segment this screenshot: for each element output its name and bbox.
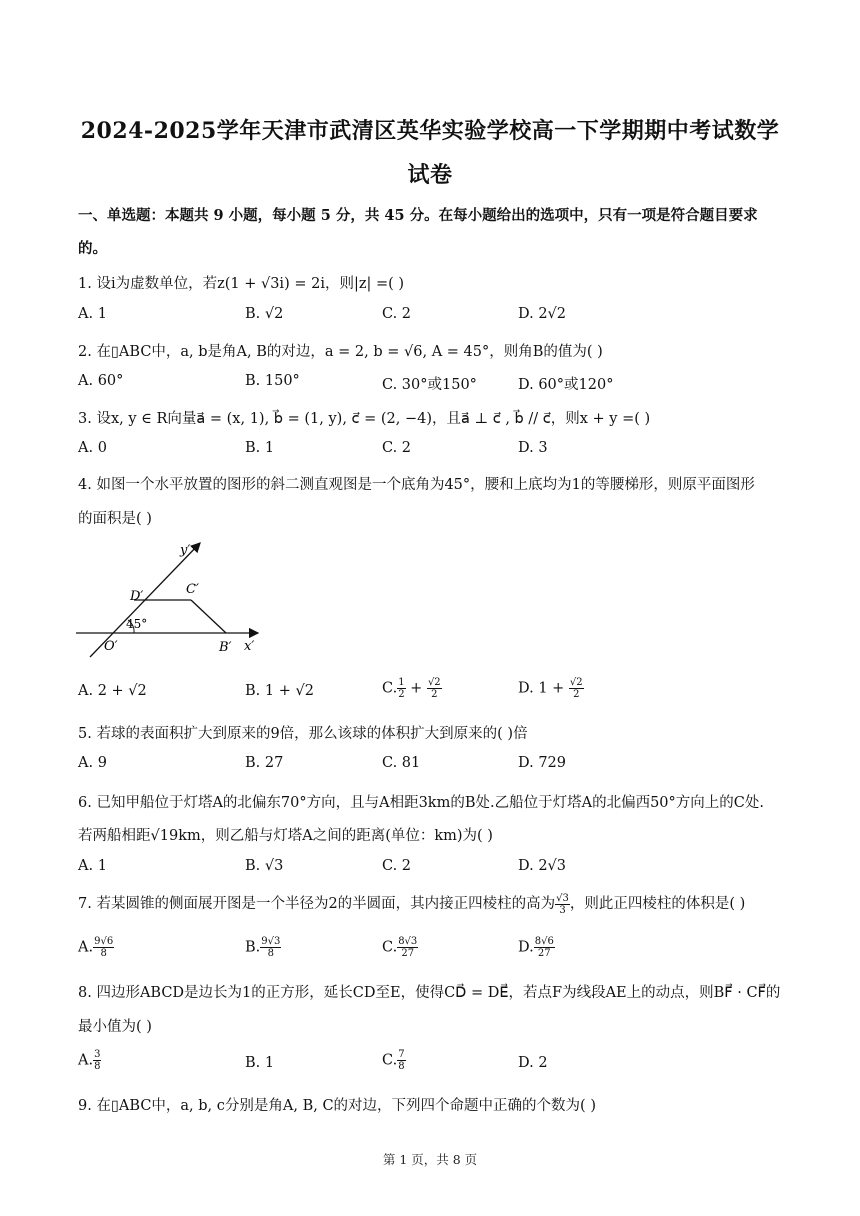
fraction bbox=[397, 1049, 405, 1072]
question-7-option-b bbox=[245, 936, 281, 959]
question-2-option-d: D. 60°或120° bbox=[518, 377, 614, 393]
fraction-denominator: 8 bbox=[267, 948, 274, 959]
fraction-numerator: 8√3 bbox=[398, 936, 418, 947]
question-4-option-a: A. 2 + √2 bbox=[78, 683, 147, 699]
option-prefix: B. bbox=[245, 939, 261, 956]
section-instruction-line-2: 的。 bbox=[78, 240, 107, 257]
question-8-stem-line-2: 最小值为( ) bbox=[78, 1019, 152, 1035]
fraction-numerator: 7 bbox=[398, 1049, 405, 1060]
question-6-stem-line-2: 若两船相距√19km，则乙船与灯塔A之间的距离(单位：km)为( ) bbox=[78, 828, 493, 844]
question-3-option-c: C. 2 bbox=[382, 440, 412, 456]
question-6-stem-line-1: 6. 已知甲船位于灯塔A的北偏东70°方向，且与A相距3km的B处.乙船位于灯塔A的北偏西50°方向上的C处. bbox=[78, 795, 764, 811]
fraction-numerator: 9√3 bbox=[261, 936, 281, 947]
question-8-stem-line-1: 8. 四边形ABCD是边长为1的正方形，延长CD至E，使得CD⃗ = DE⃗，若点F为线段AE上的动点，则BF⃗ · CF⃗的 bbox=[78, 985, 781, 1001]
question-8-option-b: B. 1 bbox=[245, 1055, 275, 1071]
question-1-stem: 1. 设i为虚数单位，若z(1 + √3i) = 2i，则|z| =( ) bbox=[78, 276, 405, 292]
question-6-option-c: C. 2 bbox=[382, 858, 412, 874]
question-6-option-d: D. 2√3 bbox=[518, 858, 567, 874]
question-7-stem bbox=[78, 892, 745, 916]
option-prefix: D. bbox=[518, 939, 534, 956]
question-3-option-d: D. 3 bbox=[518, 440, 548, 456]
option-prefix: C. bbox=[382, 1052, 398, 1069]
question-1-option-a: A. 1 bbox=[78, 306, 107, 322]
question-8-option-a bbox=[78, 1049, 101, 1072]
exam-title-line-1: 2024-2025学年天津市武清区英华实验学校高一下学期期中考试数学 bbox=[80, 118, 780, 144]
fraction bbox=[534, 936, 555, 959]
question-4-option-d bbox=[518, 677, 584, 700]
fraction-denominator: 3 bbox=[559, 904, 566, 916]
question-7-option-c bbox=[382, 936, 418, 959]
label-x-prime: x′ bbox=[244, 639, 255, 654]
label-angle-45: 45° bbox=[126, 617, 148, 631]
question-5-option-a: A. 9 bbox=[78, 755, 107, 771]
question-4-option-b: B. 1 + √2 bbox=[245, 683, 314, 699]
question-1-option-d: D. 2√2 bbox=[518, 306, 567, 322]
label-d-prime: D′ bbox=[130, 589, 144, 604]
question-7-option-a bbox=[78, 936, 114, 959]
question-2-option-c: C. 30°或150° bbox=[382, 377, 477, 393]
question-5-option-b: B. 27 bbox=[245, 755, 284, 771]
question-5-stem: 5. 若球的表面积扩大到原来的9倍，那么该球的体积扩大到原来的( )倍 bbox=[78, 726, 528, 742]
question-6-option-a: A. 1 bbox=[78, 858, 107, 874]
question-1-option-c: C. 2 bbox=[382, 306, 412, 322]
option-prefix: A. bbox=[78, 939, 94, 956]
fraction-denominator: 2 bbox=[431, 689, 438, 700]
question-3-option-a: A. 0 bbox=[78, 440, 107, 456]
question-7-option-d bbox=[518, 936, 555, 959]
option-d-prefix: D. 1 + bbox=[518, 680, 569, 697]
question-1-option-b: B. √2 bbox=[245, 306, 284, 322]
trapezoid-right-edge bbox=[191, 600, 226, 633]
question-5-option-d: D. 729 bbox=[518, 755, 567, 771]
label-o-prime: O′ bbox=[104, 639, 118, 654]
question-7-stem-post: ，则此正四棱柱的体积是( ) bbox=[569, 896, 746, 912]
question-8-option-c bbox=[382, 1049, 406, 1072]
label-c-prime: C′ bbox=[186, 582, 199, 597]
option-prefix: C. bbox=[382, 939, 398, 956]
fraction-numerator: √2 bbox=[569, 677, 583, 688]
question-8-option-d: D. 2 bbox=[518, 1055, 548, 1071]
fraction bbox=[93, 1049, 101, 1072]
option-c-prefix: C. bbox=[382, 680, 398, 697]
label-y-prime: y′ bbox=[180, 543, 191, 558]
fraction bbox=[260, 936, 281, 959]
fraction-denominator: 2 bbox=[573, 689, 580, 700]
question-3-option-b: B. 1 bbox=[245, 440, 275, 456]
question-4-stem-line-2: 的面积是( ) bbox=[78, 511, 152, 527]
question-7-stem-pre: 7. 若某圆锥的侧面展开图是一个半径为2的半圆面，其内接正四棱柱的高为 bbox=[78, 896, 556, 912]
plus-sign: + bbox=[405, 680, 427, 697]
fraction-denominator: 27 bbox=[537, 948, 551, 959]
fraction bbox=[93, 936, 114, 959]
fraction bbox=[555, 893, 570, 916]
question-4-stem-line-1: 4. 如图一个水平放置的图形的斜二测直观图是一个底角为45°，腰和上底均为1的等腰梯形，则原平面图形 bbox=[78, 477, 755, 493]
fraction-denominator: 8 bbox=[398, 1061, 405, 1072]
fraction-denominator: 8 bbox=[94, 1061, 101, 1072]
fraction-numerator: 3 bbox=[94, 1049, 101, 1060]
option-prefix: A. bbox=[78, 1052, 94, 1069]
section-instruction-line-1: 一、单选题：本题共 9 小题，每小题 5 分，共 45 分。在每小题给出的选项中，只有一项是符合题目要求 bbox=[78, 207, 758, 224]
question-2-option-a: A. 60° bbox=[78, 373, 124, 389]
question-3-stem: 3. 设x, y ∈ R向量a⃗ = (x, 1), b⃗ = (1, y), c⃗ = (2, −4)，且a⃗ ⊥ c⃗ , b⃗ // c⃗，则x + y =( ) bbox=[78, 411, 651, 427]
page-footer: 第 1 页，共 8 页 bbox=[382, 1152, 478, 1167]
question-6-option-b: B. √3 bbox=[245, 858, 284, 874]
question-4-option-c bbox=[382, 677, 442, 700]
question-9-stem: 9. 在▯ABC中，a, b, c分别是角A, B, C的对边，下列四个命题中正确的个数为( ) bbox=[78, 1098, 596, 1114]
exam-title-line-2: 试卷 bbox=[407, 162, 453, 188]
fraction-numerator: √3 bbox=[556, 892, 569, 904]
fraction bbox=[397, 677, 405, 700]
fraction-denominator: 27 bbox=[401, 948, 415, 959]
fraction-numerator: √2 bbox=[427, 677, 441, 688]
oblique-trapezoid-figure bbox=[72, 538, 272, 662]
question-5-option-c: C. 81 bbox=[382, 755, 421, 771]
fraction-denominator: 8 bbox=[100, 948, 107, 959]
fraction bbox=[397, 936, 418, 959]
fraction bbox=[569, 677, 584, 700]
fraction-numerator: 8√6 bbox=[534, 936, 554, 947]
fraction-denominator: 2 bbox=[398, 689, 405, 700]
label-b-prime: B′ bbox=[219, 640, 232, 655]
question-2-stem: 2. 在▯ABC中，a, b是角A, B的对边，a = 2, b = √6, A = 45°，则角B的值为( ) bbox=[78, 344, 603, 360]
question-2-option-b: B. 150° bbox=[245, 373, 300, 389]
fraction bbox=[427, 677, 442, 700]
fraction-numerator: 9√6 bbox=[94, 936, 114, 947]
fraction-numerator: 1 bbox=[398, 677, 405, 688]
